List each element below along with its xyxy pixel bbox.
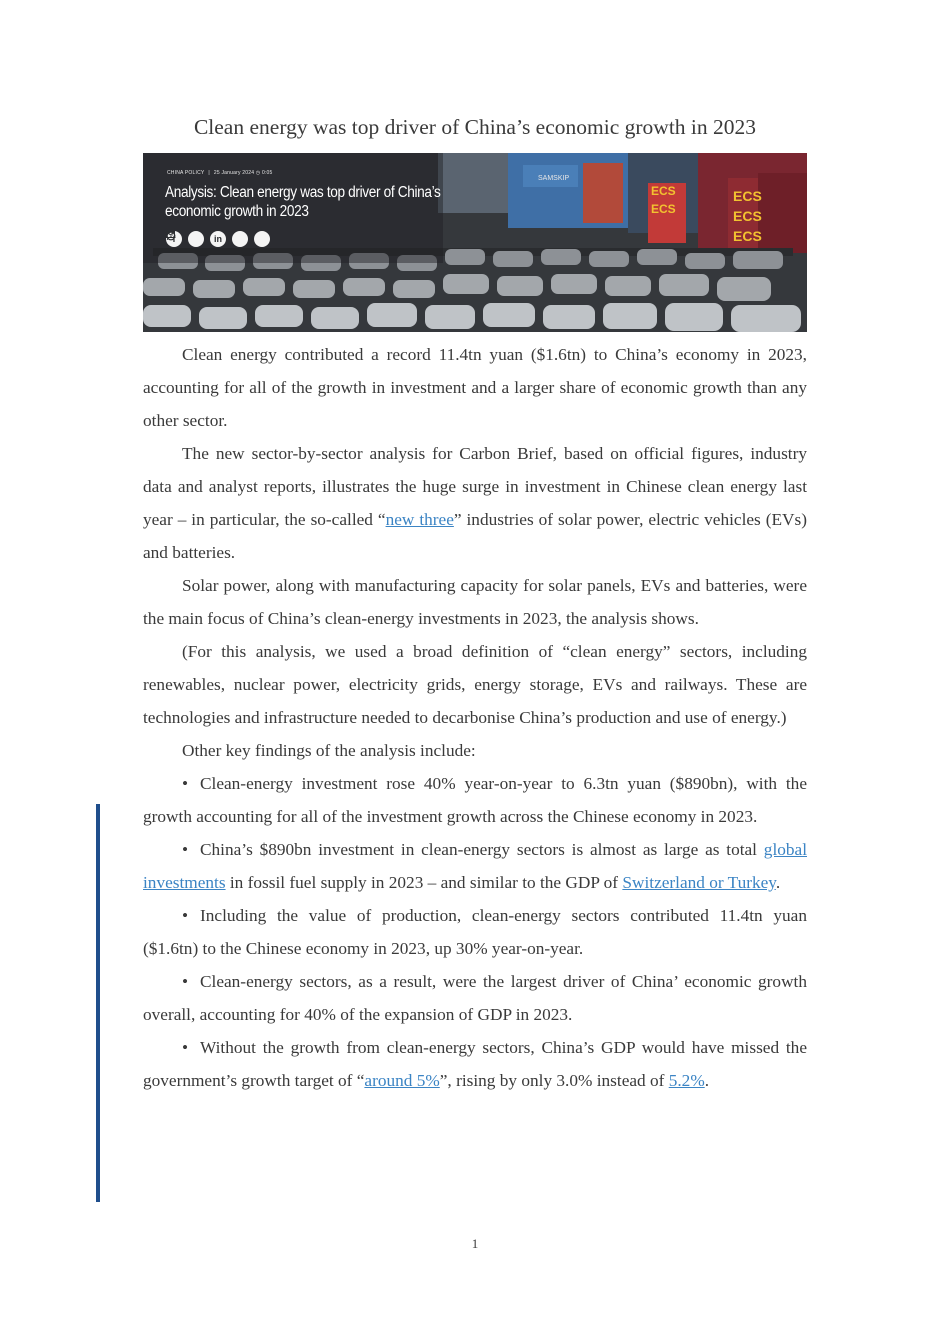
link-switzerland-or-turkey[interactable]: Switzerland or Turkey <box>622 873 776 892</box>
link-global-investments[interactable]: global investments <box>143 840 807 892</box>
bullet-5-text-end: . <box>704 1071 710 1090</box>
linkedin-icon[interactable]: in <box>210 231 226 247</box>
svg-text:ECS: ECS <box>733 228 762 244</box>
paragraph-4: (For this analysis, we used a broad definition of “clean energy” sectors, including renewables, nuclear power, electricity grids, energy storage, EVs and railways. These are technologies and infrastructure needed to decarbonise China’s production and use of energy.) <box>143 642 807 727</box>
bullet-2-text-middle: in fossil fuel supply in 2023 – and similar to the GDP of <box>225 873 623 892</box>
svg-text:SAMSKIP: SAMSKIP <box>538 175 570 182</box>
link-around-5-percent[interactable]: around 5% <box>364 1071 440 1090</box>
bullet-marker: • <box>182 774 189 793</box>
bullet-3-text: Including the value of production, clean-energy sectors contributed 11.4tn yuan ($1.6tn) to the Chinese economy in 2023, up 30% year-on-year. <box>143 906 807 958</box>
paragraph-3: Solar power, along with manufacturing capacity for solar panels, EVs and batteries, were the main focus of China’s clean-energy investments in 2023, the analysis shows. <box>143 576 807 628</box>
hero-read-time: 0:05 <box>261 170 273 176</box>
share-buttons <box>166 231 270 247</box>
bullet-marker: • <box>182 840 189 859</box>
bullet-4-text: Clean-energy sectors, as a result, were the largest driver of China’ economic growth overall, accounting for 40% of the expansion of GDP in 2023. <box>143 972 807 1024</box>
paragraph-2 <box>143 437 807 569</box>
bullet-5-text-middle: ”, rising by only 3.0% instead of <box>439 1071 669 1090</box>
bullet-5-text: Without the growth from clean-energy sectors, China’s GDP would have missed the government’s growth target of “ <box>143 1038 807 1090</box>
bullet-2-text: China’s $890bn investment in clean-energy sectors is almost as large as total <box>200 840 764 859</box>
link-5-2-percent[interactable]: 5.2% <box>668 1071 705 1090</box>
bullet-item-4 <box>143 965 807 1031</box>
article-body <box>143 338 807 1097</box>
paragraph-2-text: The new sector-by-sector analysis for Carbon Brief, based on official figures, industry data and analyst reports, illustrates the huge surge in investment in Chinese clean energy last year – in particular, the so-called “ <box>143 444 807 529</box>
bullet-2-text-end: . <box>775 873 781 892</box>
email-icon[interactable] <box>232 231 248 247</box>
document-title: Clean energy was top driver of China’s economic growth in 2023 <box>193 115 757 139</box>
whatsapp-icon[interactable] <box>254 231 270 247</box>
facebook-icon[interactable]: f <box>166 231 182 247</box>
hero-date: 25 January 2024 <box>213 170 255 176</box>
clock-icon: ◷ <box>255 170 261 176</box>
svg-text:ECS: ECS <box>651 184 676 198</box>
key-findings-bar <box>96 804 100 1202</box>
bullet-item-3 <box>143 899 807 965</box>
paragraph-5: Other key findings of the analysis include: <box>182 741 476 760</box>
hero-image <box>143 153 807 332</box>
hero-headline: Analysis: Clean energy was top driver of China’s economic growth in 2023 <box>165 184 441 220</box>
paragraph-1: Clean energy contributed a record 11.4tn yuan ($1.6tn) to China’s economy in 2023, accounting for all of the growth in investment and a larger share of economic growth than any other sector. <box>143 345 807 430</box>
bullet-item-5 <box>143 1031 807 1097</box>
link-new-three[interactable]: new three <box>385 510 454 529</box>
bullet-marker: • <box>182 906 189 925</box>
bullet-marker: • <box>182 1038 189 1057</box>
svg-text:ECS: ECS <box>651 202 676 216</box>
paragraph-2-text-end: ” industries of solar power, electric vehicles (EVs) and batteries. <box>143 510 807 562</box>
twitter-icon[interactable] <box>188 231 204 247</box>
svg-text:ECS: ECS <box>733 188 762 204</box>
page-number: 1 <box>471 1236 479 1251</box>
hero-category: CHINA POLICY <box>167 170 205 176</box>
bullet-marker: • <box>182 972 189 991</box>
hero-meta: CHINA POLICY | 25 January 2024 ◷ 0:05 <box>167 170 273 176</box>
bullet-item-2 <box>143 833 807 899</box>
bullet-item-1 <box>143 767 807 833</box>
bullet-1-text: Clean-energy investment rose 40% year-on-year to 6.3tn yuan ($890bn), with the growth accounting for all of the investment growth across the Chinese economy in 2023. <box>143 774 807 826</box>
svg-text:ECS: ECS <box>733 208 762 224</box>
